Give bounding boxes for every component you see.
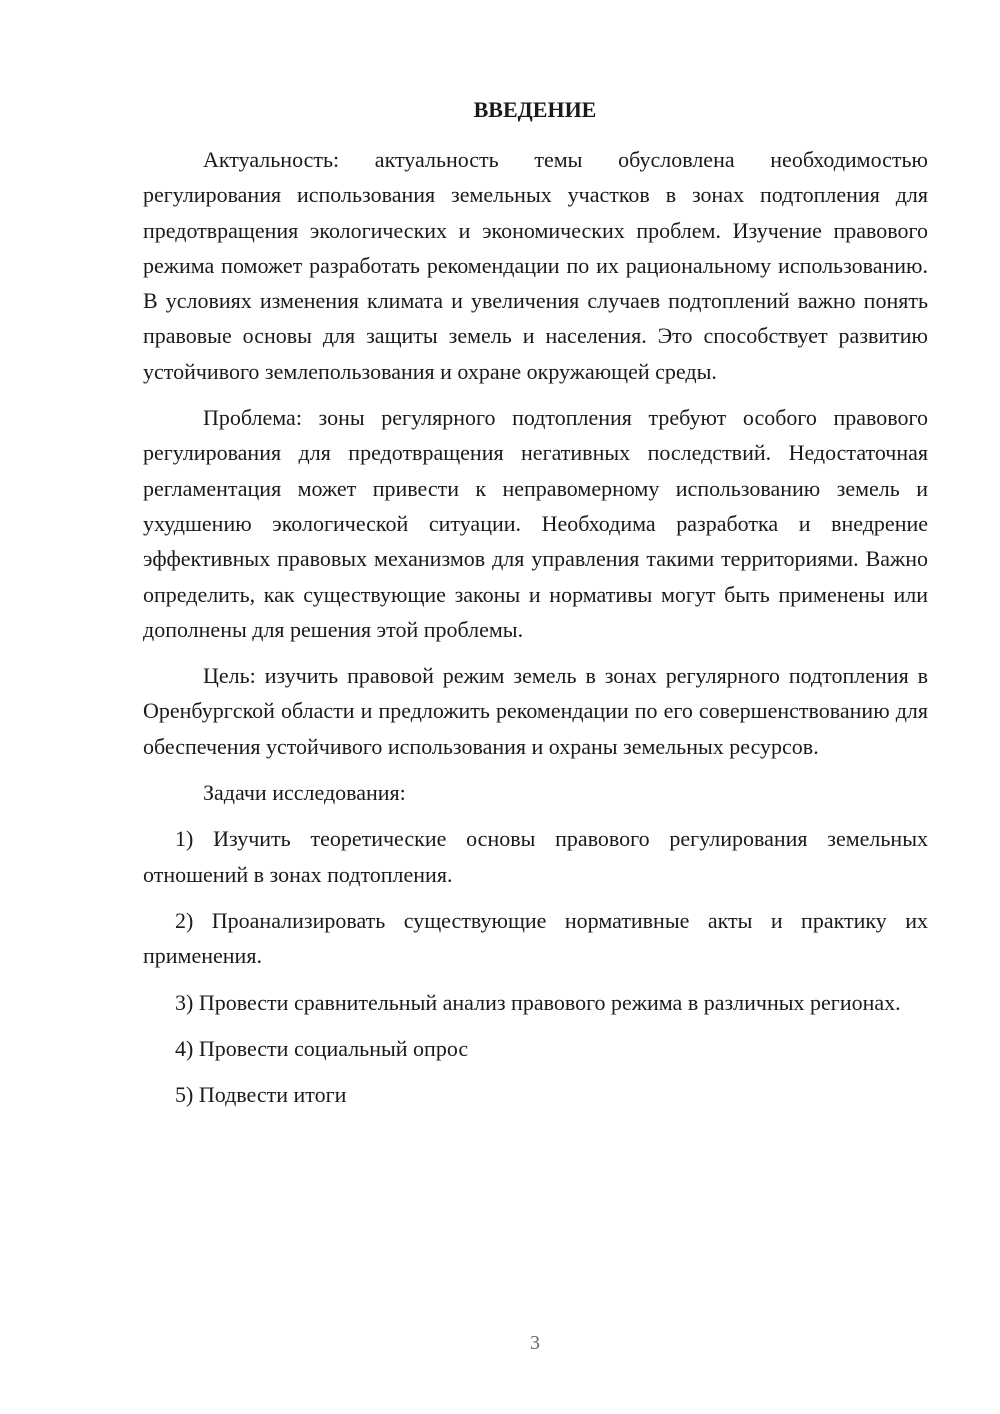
paragraph-relevance: Актуальность: актуальность темы обусловлена необходимостью регулирования использования земельных участков в зонах подтопления для предотвращения экологических и экономических проблем. Изучение правового режима поможет разработать рекомендации по их рациональному использованию. В условиях изменения климата и увеличения случаев подтоплений важно понять правовые основы для защиты земель и населения. Это способствует развитию устойчивого землепользования и охране окружающей среды. <box>143 147 928 384</box>
paragraph-goal: Цель: изучить правовой режим земель в зонах регулярного подтопления в Оренбургской области и предложить рекомендации по его совершенствованию для обеспечения устойчивого использования и охраны земельных ресурсов. <box>143 663 928 759</box>
tasks-heading: Задачи исследования: <box>203 780 406 806</box>
task-item: 1) Изучить теоретические основы правового регулирования земельных отношений в зонах подтопления. <box>143 826 928 887</box>
tasks-list <box>143 821 928 1112</box>
page-number: 3 <box>530 1332 540 1354</box>
document-body <box>143 142 928 1123</box>
page-title: ВВЕДЕНИЕ <box>473 97 597 122</box>
task-item: 3) Провести сравнительный анализ правового режима в различных регионах. <box>175 989 901 1015</box>
task-item: 4) Провести социальный опрос <box>175 1035 469 1061</box>
task-item: 5) Подвести итоги <box>175 1082 347 1108</box>
task-item: 2) Проанализировать существующие нормативные акты и практику их применения. <box>143 907 928 969</box>
paragraph-problem: Проблема: зоны регулярного подтопления требуют особого правового регулирования для предотвращения негативных последствий. Недостаточная регламентация может привести к неправомерному использованию земель и ухудшению экологической ситуации. Необходима разработка и внедрение эффективных правовых механизмов для управления такими территориями. Важно определить, как существующие законы и нормативы могут быть применены или дополнены для решения этой проблемы. <box>143 405 928 642</box>
